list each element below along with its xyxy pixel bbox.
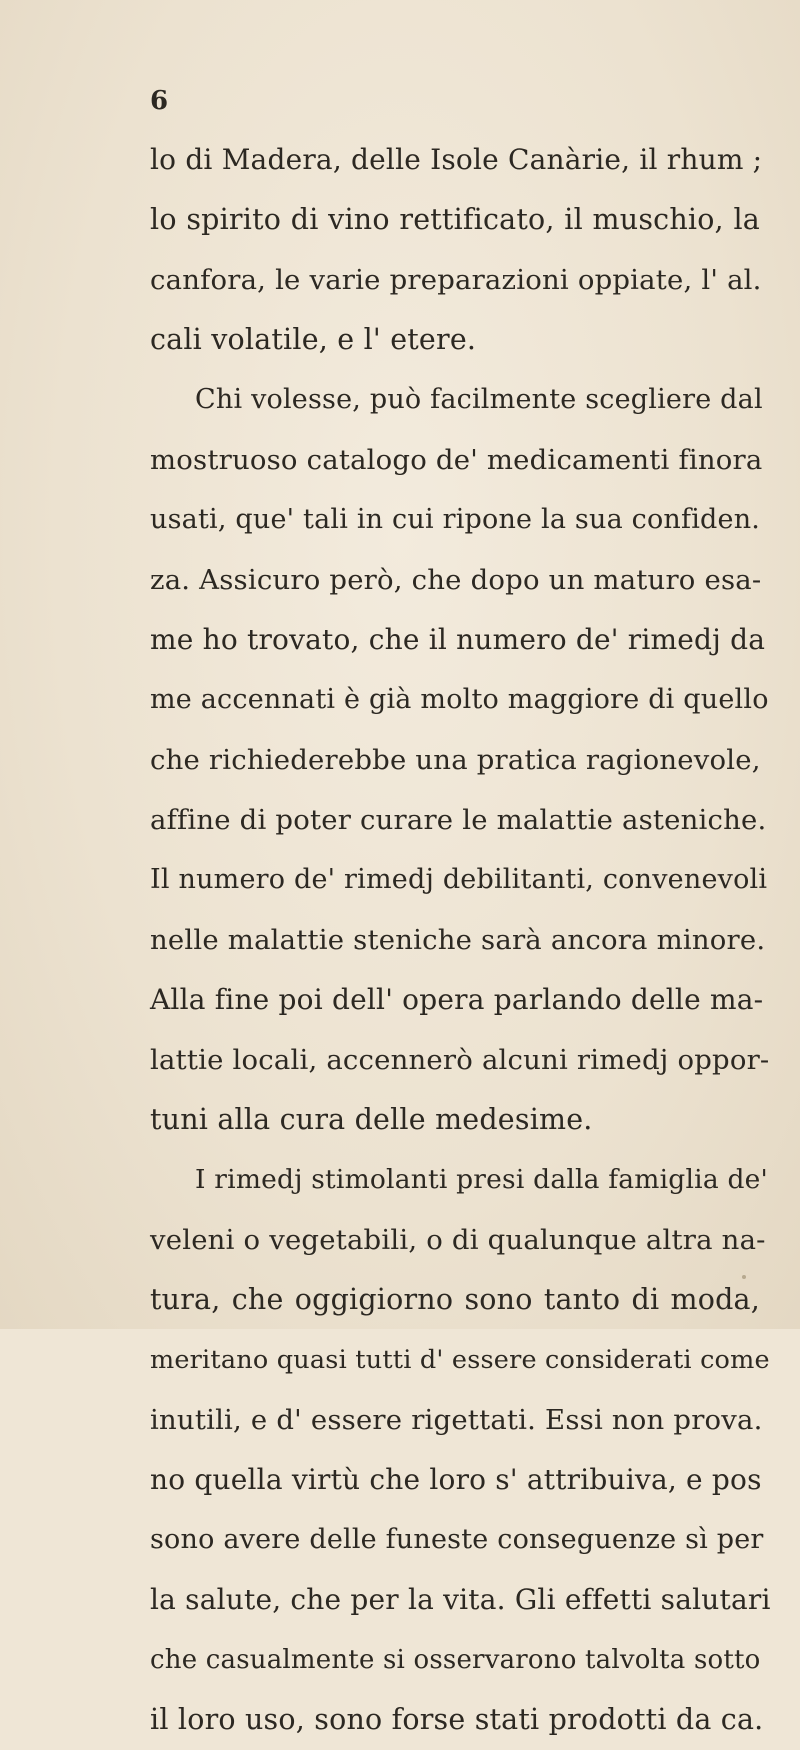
text-line: mostruoso catalogo de' medicamenti finora xyxy=(150,444,763,476)
page-number: 6 xyxy=(150,86,169,116)
text-line: inutili, e d' essere rigettati. Essi non prova. xyxy=(150,1404,763,1436)
text-line: la salute, che per la vita. Gli effetti salutari xyxy=(150,1583,771,1616)
text-line: sono avere delle funeste conseguenze sì per xyxy=(150,1524,764,1555)
paragraph-start-line: I rimedj stimolanti presi dalla famiglia de' xyxy=(195,1164,768,1195)
text-line: za. Assicuro però, che dopo un maturo esa- xyxy=(150,564,762,596)
text-line: che richiederebbe una pratica ragionevole, xyxy=(150,744,761,776)
paper-speck xyxy=(742,1275,746,1279)
paragraph-start-line: Chi volesse, può facilmente scegliere dal xyxy=(195,384,763,415)
text-line: no quella virtù che loro s' attribuiva, e pos xyxy=(150,1463,762,1496)
text-line: cali volatile, e l' etere. xyxy=(150,323,477,356)
text-line: nelle malattie steniche sarà ancora minore. xyxy=(150,924,766,956)
text-line: lo spirito di vino rettificato, il muschio, la xyxy=(150,203,760,236)
text-line: il loro uso, sono forse stati prodotti da ca. xyxy=(150,1703,764,1736)
text-line: Il numero de' rimedj debilitanti, convenevoli xyxy=(150,864,768,895)
text-line: meritano quasi tutti d' essere considerati come xyxy=(150,1345,770,1375)
text-line: canfora, le varie preparazioni oppiate, l' al. xyxy=(150,264,762,296)
text-line: Alla fine poi dell' opera parlando delle ma- xyxy=(150,983,764,1016)
text-line: che casualmente si osservarono talvolta sotto xyxy=(150,1645,761,1675)
text-line: me accennati è già molto maggiore di quello xyxy=(150,684,769,715)
text-line: tuni alla cura delle medesime. xyxy=(150,1103,593,1136)
body-text xyxy=(150,130,771,1750)
text-line: tura, che oggigiorno sono tanto di moda, xyxy=(150,1283,760,1316)
text-line: lattie locali, accennerò alcuni rimedj oppor- xyxy=(150,1044,770,1076)
text-line: veleni o vegetabili, o di qualunque altra na- xyxy=(150,1224,766,1256)
text-line: affine di poter curare le malattie asteniche. xyxy=(150,804,767,836)
text-line: usati, que' tali in cui ripone la sua confiden. xyxy=(150,504,761,535)
text-line: lo di Madera, delle Isole Canàrie, il rhum ; xyxy=(150,143,763,176)
text-line: me ho trovato, che il numero de' rimedj da xyxy=(150,623,766,656)
